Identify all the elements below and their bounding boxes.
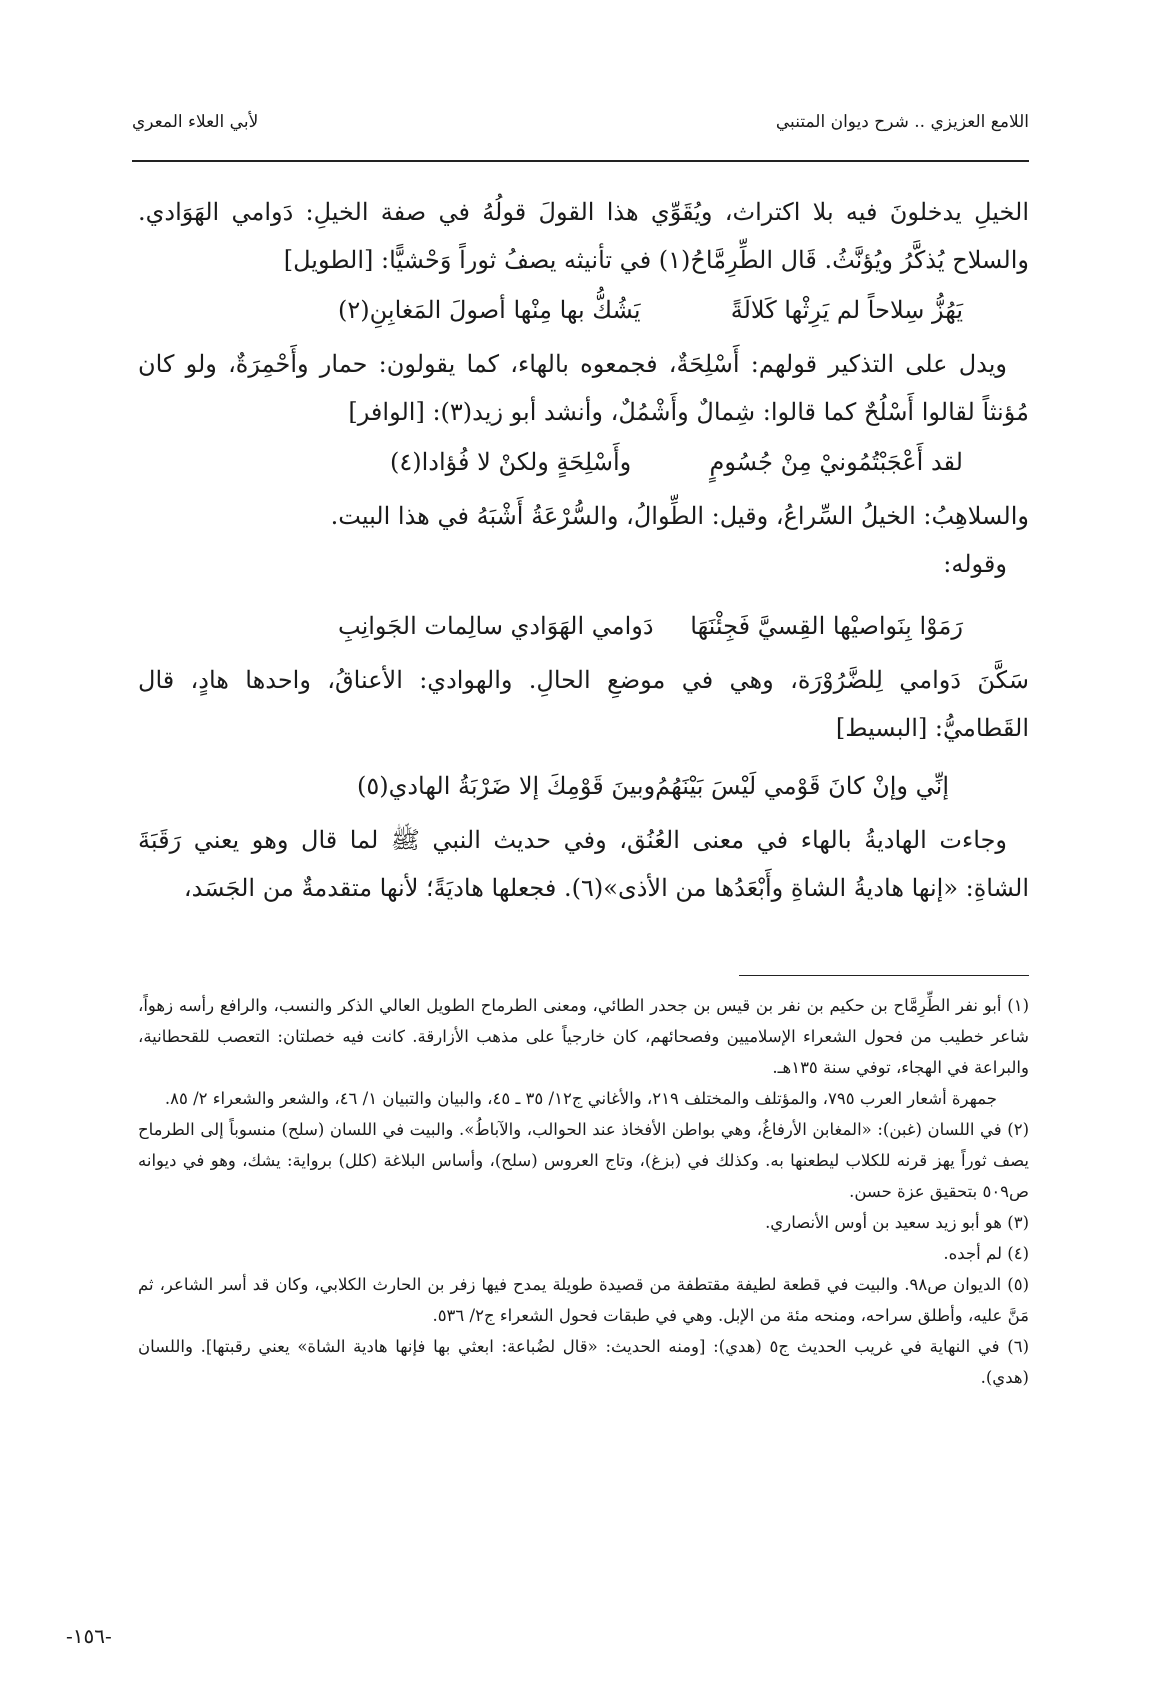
- page-number: -١٥٦-: [66, 1624, 112, 1648]
- footnote: (٣) هو أبو زيد سعيد بن أوس الأنصاري.: [765, 1213, 1029, 1232]
- hemistich-first: رَمَوْا بِنَواصيْها القِسيَّ فَجِئْنَهَا: [690, 612, 963, 640]
- hemistich-first: يَهُزُّ سِلاحاً لم يَرِثْها كَلالَةً: [730, 296, 963, 324]
- paragraph: والسلاهِبُ: الخيلُ السِّراعُ، وقيل: الطِّوالُ، والسُّرْعَةُ أَشْبَهُ في هذا البيت.: [330, 502, 1029, 530]
- paragraph: وجاءت الهاديةُ بالهاء في معنى العُنُق، وفي حديث النبي ﷺ لما قال وهو يعني رَقَبَةَ الشاةِ: «إنها هاديةُ الشاةِ وأَبْعَدُها من الأذى»(٦). فجعلها هاديَةً؛ لأنها متقدمةٌ من الجَسَد،: [138, 826, 1029, 902]
- footnote: (٦) في النهاية في غريب الحديث ج٥ (هدي): [ومنه الحديث: «قال لضُباعة: ابعثي بها فإنها هادية الشاة» يعني رقبتها]. واللسان (هدي).: [138, 1337, 1029, 1387]
- hemistich-second: وبينَ قَوْمِكَ إلا ضَرْبَةُ الهادي(٥): [356, 772, 656, 800]
- verse-line: [138, 602, 1029, 650]
- paragraph: وقوله:: [943, 550, 1007, 578]
- hemistich-second: وأَسْلِحَةٍ ولكنْ لا فُؤادا(٤): [390, 448, 632, 476]
- paragraph: الخيلِ يدخلونَ فيه بلا اكتراث، ويُقَوِّي هذا القولَ قولُهُ في صفة الخيلِ: دَوامي الهَوَادي. والسلاح يُذكَّرُ ويُؤنَّثُ. قَال الطِّرِمَّاحُ(١) في تأنيثه يصفُ ثوراً وَحْشيًّا: [الطويل]: [138, 198, 1029, 274]
- main-text: [138, 188, 1029, 912]
- footnote: (٢) في اللسان (غبن): «المغابن الأرفاغُ، وهي بواطن الأفخاذ عند الحوالب، والآباطُ». والبيت في اللسان (سلح) منسوباً إلى الطرماح يصف ثوراً يهز قرنه للكلاب ليطعنها به. وكذلك في (بزغ)، وتاج العروس (سلح)، وأساس البلاغة (كلل) برواية: يشك، وهو في ديوانه ص٥٠٩ بتحقيق عزة حسن.: [138, 1120, 1029, 1201]
- paragraph: سَكَّنَ دَوامي لِلضَّرُوْرَة، وهي في موضعِ الحالِ. والهوادي: الأعناقُ، واحدها هادٍ، قال القَطاميُّ: [البسيط]: [138, 666, 1029, 742]
- footnote: (٤) لم أجده.: [943, 1244, 1029, 1263]
- author-name: لأبي العلاء المعري: [132, 112, 259, 132]
- verse-line: [138, 762, 1029, 810]
- running-header: [132, 112, 1029, 142]
- verse-line: [138, 438, 1029, 486]
- footnotes: [138, 990, 1029, 1393]
- verse-line: [138, 286, 1029, 334]
- hemistich-first: إنِّي وإنْ كانَ قَوْمي لَيْسَ بَيْنَهُمُ: [655, 772, 949, 800]
- paragraph: ويدل على التذكير قولهم: أَسْلِحَةٌ، فجمعوه بالهاء، كما يقولون: حمار وأَحْمِرَةٌ، ولو كان مُؤنثاً لقالوا أَسْلُحٌ كما قالوا: شِمالٌ وأَشْمُلٌ، وأنشد أبو زيد(٣): [الوافر]: [138, 350, 1029, 426]
- footnote: (٥) الديوان ص٩٨. والبيت في قطعة لطيفة مقتطفة من قصيدة طويلة يمدح فيها زفر بن الحارث الكلابي، وكان قد أسر الشاعر، ثم مَنَّ عليه، وأطلق سراحه، ومنحه مئة من الإبل. وهي في طبقات فحول الشعراء ج٢/ ٥٣٦.: [138, 1275, 1029, 1325]
- header-rule: [132, 160, 1029, 162]
- footnote-continuation: جمهرة أشعار العرب ٧٩٥، والمؤتلف والمختلف ٢١٩، والأغاني ج١٢/ ٣٥ ـ ٤٥، والبيان والتبيان ١/ ٤٦، والشعر والشعراء ٢/ ٨٥.: [164, 1089, 997, 1108]
- hemistich-first: لقد أَعْجَبْتُمُونيْ مِنْ جُسُومٍ: [709, 448, 963, 476]
- hemistich-second: يَشُكُّ بها مِنْها أصولَ المَغابِنِ(٢): [338, 296, 641, 324]
- footnote-rule: [739, 975, 1029, 976]
- footnote: (١) أبو نفر الطِّرِمَّاح بن حكيم بن نفر بن قيس بن جحدر الطائي، ومعنى الطرماح الطويل العالي الذكر والنسب، والرافع رأسه زهواً، شاعر خطيب من فحول الشعراء الإسلاميين وفصحائهم، كان خارجياً على مذهب الأزارقة. كانت فيه خصلتان: التعصب للقحطانية، والبراعة في الهجاء، توفي سنة ١٣٥هـ.: [138, 996, 1029, 1077]
- book-title: اللامع العزيزي .. شرح ديوان المتنبي: [775, 112, 1029, 132]
- hemistich-second: دَوامي الهَوَادي سالِمات الجَوانِبِ: [338, 612, 654, 640]
